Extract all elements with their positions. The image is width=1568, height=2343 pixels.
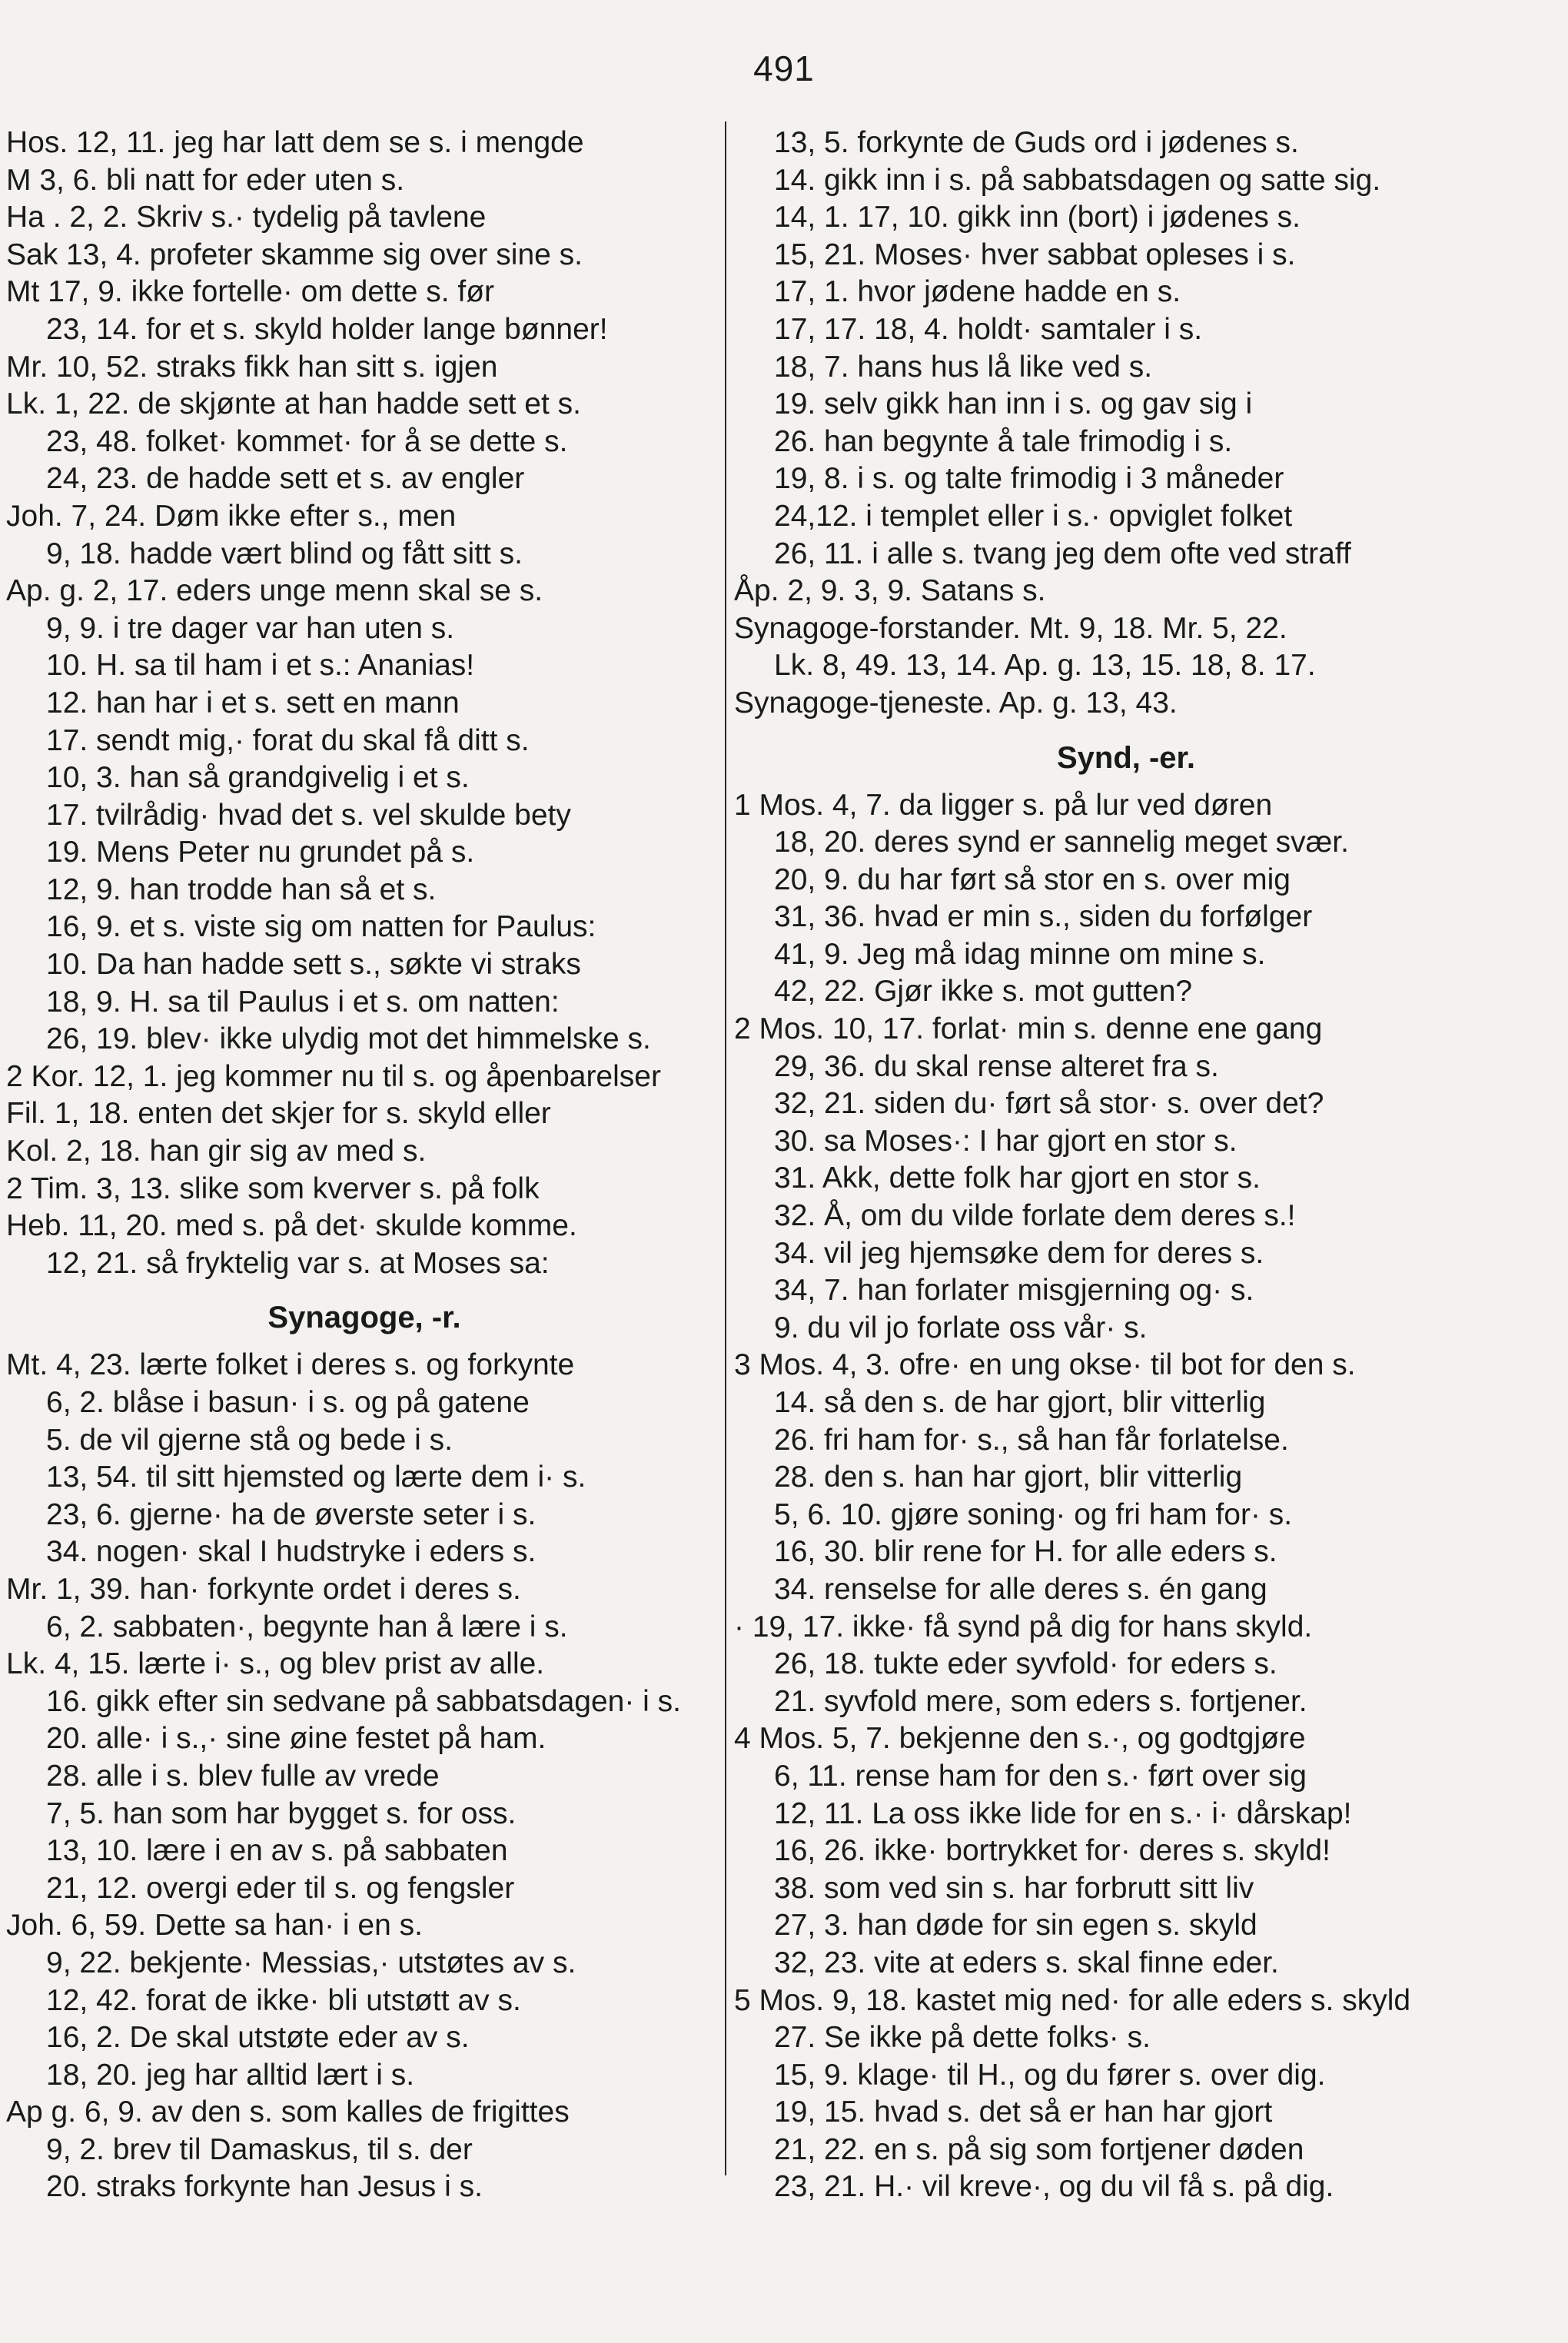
index-entry: Mt. 4, 23. lærte folket i deres s. og forkynte — [6, 1348, 575, 1382]
index-entry: 34. renselse for alle deres s. én gang — [774, 1572, 1267, 1606]
index-entry: 17, 17. 18, 4. holdt· samtaler i s. — [774, 312, 1203, 346]
index-entry: 32, 23. vite at eders s. skal finne eder. — [774, 1946, 1279, 1979]
index-entry: 2 Kor. 12, 1. jeg kommer nu til s. og åpenbarelser — [6, 1059, 661, 1093]
index-entry: 16, 2. De skal utstøte eder av s. — [46, 2021, 470, 2055]
index-entry: 38. som ved sin s. har forbrutt sitt liv — [774, 1871, 1254, 1905]
index-entry: 19, 8. i s. og talte frimodig i 3 måneder — [774, 462, 1284, 496]
index-entry: 26, 11. i alle s. tvang jeg dem ofte ved straff — [774, 537, 1351, 570]
index-entry: 5 Mos. 9, 18. kastet mig ned· for alle eders s. skyld — [734, 1983, 1411, 2017]
index-entry: 16. gikk efter sin sedvane på sabbatsdagen· i s. — [46, 1684, 682, 1718]
index-entry: Mt 17, 9. ikke fortelle· om dette s. før — [6, 275, 495, 309]
index-entry: 20, 9. du har ført så stor en s. over mig — [774, 862, 1291, 896]
index-entry: Kol. 2, 18. han gir sig av med s. — [6, 1135, 427, 1168]
index-entry: 10, 3. han så grandgivelig i et s. — [46, 761, 470, 795]
index-entry: 41, 9. Jeg må idag minne om mine s. — [774, 937, 1266, 971]
index-entry: 16, 9. et s. viste sig om natten for Paulus: — [46, 910, 596, 944]
index-entry: 21, 22. en s. på sig som fortjener døden — [774, 2132, 1304, 2166]
index-entry: 21. syvfold mere, som eders s. fortjener. — [774, 1684, 1307, 1718]
index-entry: 3 Mos. 4, 3. ofre· en ung okse· til bot for den s. — [734, 1348, 1356, 1382]
index-entry: 27, 3. han døde for sin egen s. skyld — [774, 1909, 1257, 1943]
section-heading: Synagoge, -r. — [267, 1301, 461, 1335]
index-entry: 42, 22. Gjør ikke s. mot gutten? — [774, 975, 1193, 1009]
index-entry: 9. du vil jo forlate oss vår· s. — [774, 1311, 1148, 1344]
left-column — [6, 125, 723, 2206]
index-entry: 34. vil jeg hjemsøke dem for deres s. — [774, 1236, 1264, 1270]
index-entry: Lk. 8, 49. 13, 14. Ap. g. 13, 15. 18, 8. 17. — [774, 649, 1316, 683]
index-entry: 7, 5. han som har bygget s. for oss. — [46, 1796, 517, 1830]
index-entry: 2 Mos. 10, 17. forlat· min s. denne ene gang — [734, 1012, 1323, 1046]
index-entry: · 19, 17. ikke· få synd på dig for hans skyld. — [734, 1610, 1313, 1643]
index-entry: 16, 26. ikke· bortrykket for· deres s. skyld! — [774, 1834, 1330, 1868]
index-entry: 20. alle· i s.,· sine øine festet på ham. — [46, 1722, 546, 1756]
index-entry: 21, 12. overgi eder til s. og fengsler — [46, 1871, 515, 1905]
index-entry: Mr. 10, 52. straks fikk han sitt s. igjen — [6, 350, 498, 384]
index-entry: Joh. 6, 59. Dette sa han· i en s. — [6, 1909, 423, 1943]
index-entry: Hos. 12, 11. jeg har latt dem se s. i mengde — [6, 126, 584, 159]
index-entry: 13, 5. forkynte de Guds ord i jødenes s. — [774, 126, 1299, 159]
index-entry: 13, 54. til sitt hjemsted og lærte dem i· s. — [46, 1461, 586, 1494]
index-entry: Mr. 1, 39. han· forkynte ordet i deres s. — [6, 1572, 521, 1606]
index-entry: 23, 21. H.· vil kreve·, og du vil få s. på dig. — [774, 2170, 1334, 2204]
index-entry: 26. fri ham for· s., så han får forlatelse. — [774, 1423, 1289, 1457]
index-entry: 15, 9. klage· til H., og du fører s. over dig. — [774, 2058, 1326, 2092]
column-divider — [725, 121, 726, 2175]
page-number: 491 — [753, 48, 815, 88]
index-entry: 19, 15. hvad s. det så er han har gjort — [774, 2095, 1273, 2129]
index-entry: 20. straks forkynte han Jesus i s. — [46, 2170, 483, 2204]
index-entry: 5. de vil gjerne stå og bede i s. — [46, 1423, 453, 1457]
index-entry: 16, 30. blir rene for H. for alle eders s. — [774, 1535, 1277, 1569]
index-entry: 9, 9. i tre dager var han uten s. — [46, 611, 455, 645]
index-entry: 28. den s. han har gjort, blir vitterlig — [774, 1461, 1243, 1494]
index-entry: 28. alle i s. blev fulle av vrede — [46, 1759, 440, 1793]
index-entry: Heb. 11, 20. med s. på det· skulde komme. — [6, 1209, 577, 1243]
index-entry: 12, 21. så fryktelig var s. at Moses sa: — [46, 1246, 550, 1280]
index-entry: M 3, 6. bli natt for eder uten s. — [6, 163, 405, 197]
index-entry: 32, 21. siden du· ført så stor· s. over det? — [774, 1087, 1324, 1121]
index-entry: 18, 7. hans hus lå like ved s. — [774, 350, 1153, 384]
index-entry: 14, 1. 17, 10. gikk inn (bort) i jødenes s. — [774, 201, 1301, 234]
index-entry: 31, 36. hvad er min s., siden du forfølger — [774, 900, 1313, 934]
index-entry: 12, 11. La oss ikke lide for en s.· i· dårskap! — [774, 1796, 1352, 1830]
index-entry: 6, 2. sabbaten·, begynte han å lære i s. — [46, 1610, 568, 1643]
index-entry: 10. H. sa til ham i et s.: Ananias! — [46, 649, 475, 683]
index-entry: 9, 18. hadde vært blind og fått sitt s. — [46, 537, 523, 570]
index-entry: 19. selv gikk han inn i s. og gav sig i — [774, 387, 1253, 421]
index-entry: 13, 10. lære i en av s. på sabbaten — [46, 1834, 508, 1868]
index-entry: 12. han har i et s. sett en mann — [46, 686, 460, 720]
index-entry: Åp. 2, 9. 3, 9. Satans s. — [734, 574, 1046, 608]
index-entry: 26. han begynte å tale frimodig i s. — [774, 424, 1233, 458]
index-entry: 23, 6. gjerne· ha de øverste seter i s. — [46, 1497, 537, 1531]
index-entry: 18, 20. deres synd er sannelig meget svær. — [774, 826, 1349, 859]
index-entry: Sak 13, 4. profeter skamme sig over sine s. — [6, 238, 583, 271]
right-column — [734, 125, 1518, 2206]
index-entry: 12, 42. forat de ikke· bli utstøtt av s. — [46, 1983, 521, 2017]
index-entry: 19. Mens Peter nu grundet på s. — [46, 836, 475, 869]
index-entry: 10. Da han hadde sett s., søkte vi straks — [46, 948, 581, 982]
index-entry: 14. så den s. de har gjort, blir vitterlig — [774, 1386, 1266, 1419]
index-entry: 12, 9. han trodde han så et s. — [46, 872, 437, 906]
index-entry: Ap g. 6, 9. av den s. som kalles de frigittes — [6, 2095, 570, 2129]
index-entry: Synagoge-forstander. Mt. 9, 18. Mr. 5, 22. — [734, 611, 1287, 645]
index-entry: 34, 7. han forlater misgjerning og· s. — [774, 1274, 1254, 1308]
index-entry: Lk. 1, 22. de skjønte at han hadde sett et s. — [6, 387, 581, 421]
index-entry: 24, 23. de hadde sett et s. av engler — [46, 462, 525, 496]
index-entry: 4 Mos. 5, 7. bekjenne den s.·, og godtgjøre — [734, 1722, 1306, 1756]
index-entry: 18, 9. H. sa til Paulus i et s. om natten: — [46, 985, 560, 1019]
index-entry: 30. sa Moses·: I har gjort en stor s. — [774, 1124, 1237, 1158]
index-entry: Synagoge-tjeneste. Ap. g. 13, 43. — [734, 686, 1178, 720]
index-entry: 32. Å, om du vilde forlate dem deres s.! — [774, 1199, 1296, 1233]
index-entry: Ha . 2, 2. Skriv s.· tydelig på tavlene — [6, 201, 487, 234]
index-entry: 26, 19. blev· ikke ulydig mot det himmelske s. — [46, 1022, 651, 1056]
index-entry: 18, 20. jeg har alltid lært i s. — [46, 2058, 415, 2092]
section-heading: Synd, -er. — [1056, 740, 1196, 775]
index-entry: 17. tvilrådig· hvad det s. vel skulde bety — [46, 798, 571, 832]
index-entry: 27. Se ikke på dette folks· s. — [774, 2021, 1151, 2055]
index-entry: 24,12. i templet eller i s.· opviglet folket — [774, 499, 1293, 533]
index-entry: 6, 2. blåse i basun· i s. og på gatene — [46, 1386, 530, 1419]
index-entry: 5, 6. 10. gjøre soning· og fri ham for· s. — [774, 1497, 1293, 1531]
index-entry: 29, 36. du skal rense alteret fra s. — [774, 1049, 1219, 1083]
index-entry: 17. sendt mig,· forat du skal få ditt s. — [46, 723, 530, 757]
index-entry: Ap. g. 2, 17. eders unge menn skal se s. — [6, 574, 543, 608]
index-entry: 23, 48. folket· kommet· for å se dette s. — [46, 424, 568, 458]
index-entry: 34. nogen· skal I hudstryke i eders s. — [46, 1535, 537, 1569]
index-entry: 31. Akk, dette folk har gjort en stor s. — [774, 1162, 1261, 1195]
index-entry: 15, 21. Moses· hver sabbat opleses i s. — [774, 238, 1296, 271]
index-entry: Joh. 7, 24. Døm ikke efter s., men — [6, 499, 457, 533]
index-entry: Lk. 4, 15. lærte i· s., og blev prist av alle. — [6, 1647, 545, 1681]
index-entry: 2 Tim. 3, 13. slike som kverver s. på folk — [6, 1172, 540, 1205]
index-entry: Fil. 1, 18. enten det skjer for s. skyld eller — [6, 1097, 551, 1131]
index-entry: 26, 18. tukte eder syvfold· for eders s. — [774, 1647, 1277, 1681]
index-entry: 9, 2. brev til Damaskus, til s. der — [46, 2132, 473, 2166]
index-entry: 1 Mos. 4, 7. da ligger s. på lur ved døren — [734, 788, 1273, 822]
index-entry: 23, 14. for et s. skyld holder lange bønner! — [46, 312, 608, 346]
index-entry: 6, 11. rense ham for den s.· ført over sig — [774, 1759, 1307, 1793]
index-entry: 14. gikk inn i s. på sabbatsdagen og satte sig. — [774, 163, 1381, 197]
index-entry: 9, 22. bekjente· Messias,· utstøtes av s. — [46, 1946, 576, 1979]
index-entry: 17, 1. hvor jødene hadde en s. — [774, 275, 1181, 309]
